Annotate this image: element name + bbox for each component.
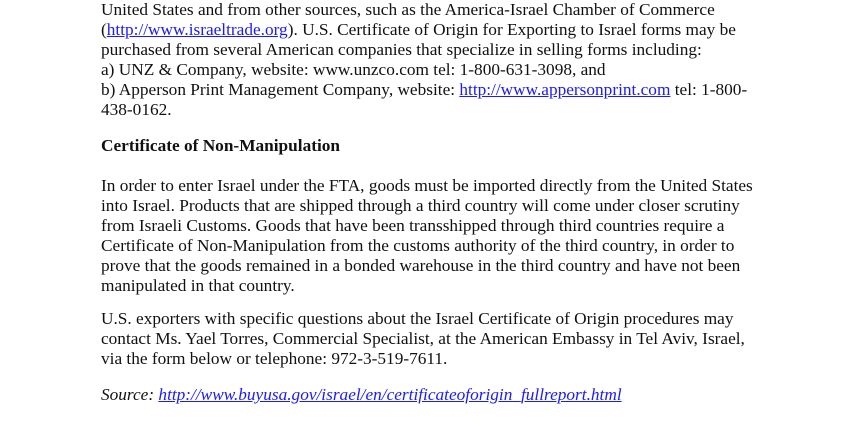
intro-line-2 — [101, 20, 736, 40]
intro-line-4-text: a) UNZ & Company, website: www.unzco.com tel: 1-800-631-3098, and — [101, 60, 606, 79]
source-line — [101, 385, 622, 405]
manipulation-line-4 — [101, 236, 734, 256]
intro-line-3 — [101, 40, 702, 60]
section-heading-text: Certificate of Non-Manipulation — [101, 136, 341, 155]
contact-line-1 — [101, 309, 734, 329]
intro-line-5-suffix: tel: 1-800- — [670, 80, 748, 99]
manipulation-line-5-text: prove that the goods remained in a bonded warehouse in the third country and have not been — [101, 256, 741, 275]
contact-line-1-text: U.S. exporters with specific questions about the Israel Certificate of Origin procedures may — [101, 309, 734, 328]
intro-line-6-text: 438-0162. — [101, 100, 172, 119]
intro-line-5-prefix: b) Apperson Print Management Company, website: — [101, 80, 460, 99]
contact-line-3 — [101, 349, 447, 369]
intro-line-1-text: United States and from other sources, such as the America-Israel Chamber of Commerce — [101, 0, 715, 19]
manipulation-line-5 — [101, 256, 740, 276]
contact-line-2-text: contact Ms. Yael Torres, Commercial Specialist, at the American Embassy in Tel Aviv, Israel, — [101, 329, 745, 348]
intro-line-2-suffix: ). U.S. Certificate of Origin for Exporting to Israel forms may be — [287, 20, 736, 39]
manipulation-line-3 — [101, 216, 724, 236]
appersonprint-link[interactable]: http://www.appersonprint.com — [459, 80, 671, 99]
intro-line-5 — [101, 80, 747, 100]
manipulation-line-2 — [101, 196, 740, 216]
manipulation-line-6 — [101, 276, 295, 296]
intro-line-4 — [101, 60, 606, 80]
contact-line-3-text: via the form below or telephone: 972-3-519-7611. — [101, 349, 448, 368]
intro-line-6 — [101, 100, 172, 120]
israeltrade-link[interactable]: http://www.israeltrade.org — [106, 20, 288, 39]
manipulation-line-1 — [101, 176, 753, 196]
contact-line-2 — [101, 329, 745, 349]
source-label: Source: — [101, 385, 159, 404]
source-link[interactable]: http://www.buyusa.gov/israel/en/certificateoforigin_fullreport.html — [158, 385, 622, 404]
section-heading — [101, 136, 340, 156]
manipulation-line-4-text: Certificate of Non-Manipulation from the customs authority of the third country, in order to — [101, 236, 735, 255]
manipulation-line-6-text: manipulated in that country. — [101, 276, 295, 295]
manipulation-line-3-text: from Israeli Customs. Goods that have been transshipped through third countries require a — [101, 216, 725, 235]
intro-line-2-prefix: ( — [101, 20, 107, 39]
manipulation-line-1-text: In order to enter Israel under the FTA, goods must be imported directly from the United States — [101, 176, 753, 195]
manipulation-line-2-text: into Israel. Products that are shipped through a third country will come under closer scrutiny — [101, 196, 740, 215]
intro-line-3-text: purchased from several American companies that specialize in selling forms including: — [101, 40, 702, 59]
intro-line-1 — [101, 0, 715, 20]
